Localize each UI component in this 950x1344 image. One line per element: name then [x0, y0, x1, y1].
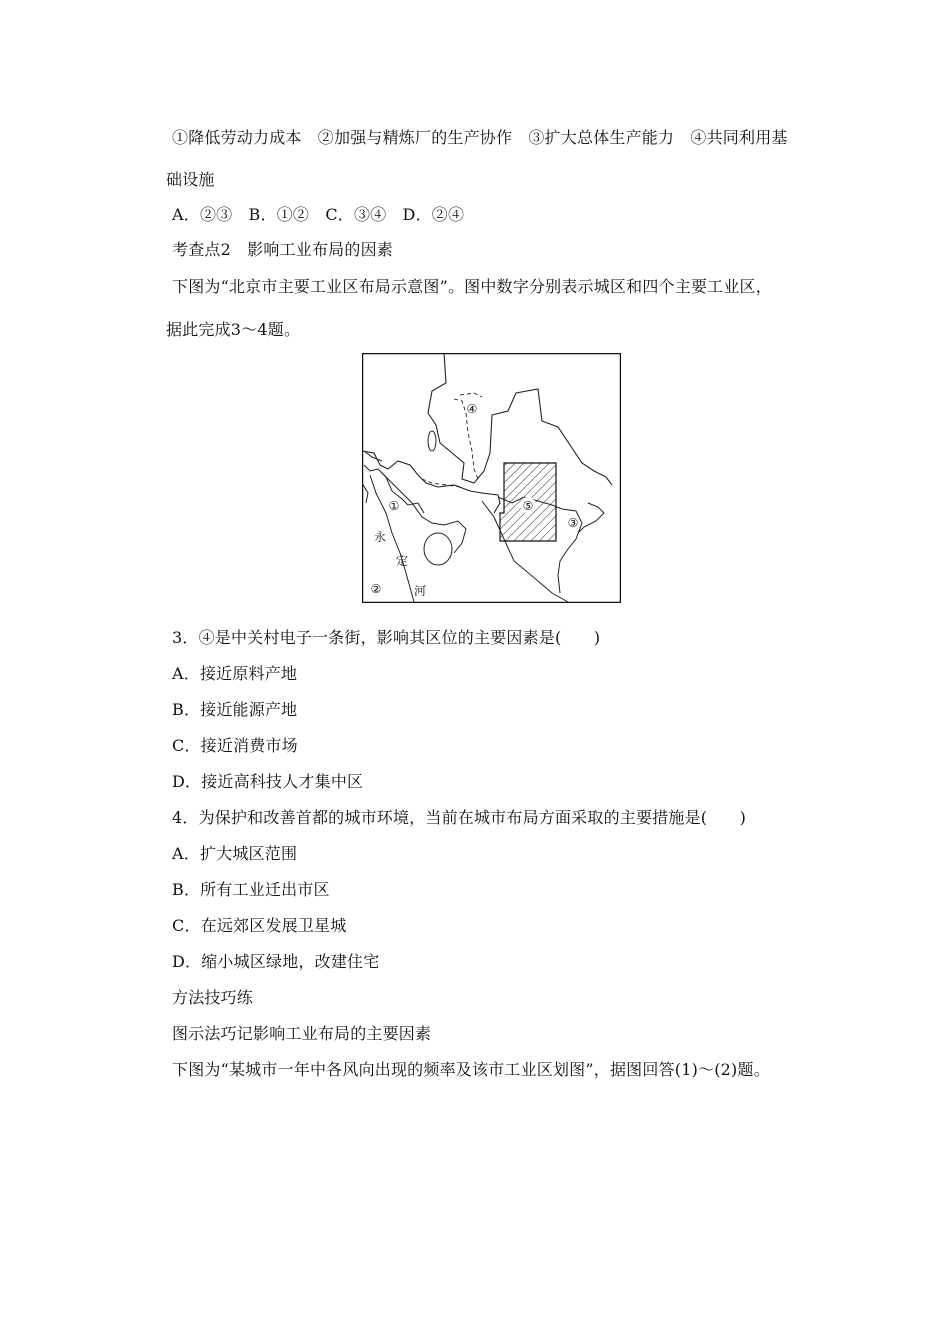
- map-svg: [362, 353, 621, 603]
- river-island: [424, 533, 452, 565]
- label-zone5: ⑤: [522, 499, 534, 513]
- q4-option-c: C．在远郊区发展卫星城: [172, 916, 347, 935]
- q3-option-d: D．接近高科技人才集中区: [172, 772, 364, 791]
- q2-answer-choices: A．②③ B．①② C．③④ D．②④: [172, 205, 465, 224]
- q3-option-b: B．接近能源产地: [172, 700, 298, 719]
- q3-option-a: A．接近原料产地: [172, 664, 298, 683]
- q4-option-a: A．扩大城区范围: [172, 844, 298, 863]
- section-intro-line1: 下图为“北京市主要工业区布局示意图”。图中数字分别表示城区和四个主要工业区，: [172, 277, 772, 296]
- method-title: 方法技巧练: [172, 988, 254, 1007]
- section-intro-line2: 据此完成3～4题。: [166, 320, 301, 339]
- method-subtitle: 图示法巧记影响工业布局的主要因素: [172, 1024, 432, 1043]
- river-label-2: 定: [395, 554, 409, 568]
- label-zone2: ②: [370, 582, 382, 596]
- q2-options-line1: ①降低劳动力成本 ②加强与精炼厂的生产协作 ③扩大总体生产能力 ④共同利用基: [172, 128, 788, 147]
- section-title: 考查点2 影响工业布局的因素: [172, 240, 393, 259]
- q3-option-c: C．接近消费市场: [172, 736, 298, 755]
- beijing-industry-map: [362, 353, 621, 603]
- q4-option-b: B．所有工业迁出市区: [172, 880, 330, 899]
- label-zone4: ④: [466, 402, 478, 416]
- method-intro: 下图为“某城市一年中各风向出现的频率及该市工业区划图”，据图回答(1)～(2)题。: [172, 1060, 770, 1079]
- label-zone3: ③: [567, 516, 579, 530]
- q4-stem: 4．为保护和改善首都的城市环境，当前在城市布局方面采取的主要措施是( ): [172, 808, 747, 827]
- river-label-3: 河: [413, 584, 427, 598]
- q4-option-d: D．缩小城区绿地，改建住宅: [172, 952, 380, 971]
- q3-stem: 3．④是中关村电子一条街，影响其区位的主要因素是( ): [172, 628, 601, 647]
- lake-oval: [428, 431, 436, 451]
- label-zone1: ①: [388, 499, 400, 513]
- river-label-1: 永: [373, 530, 387, 544]
- q2-options-line2: 础设施: [166, 170, 215, 189]
